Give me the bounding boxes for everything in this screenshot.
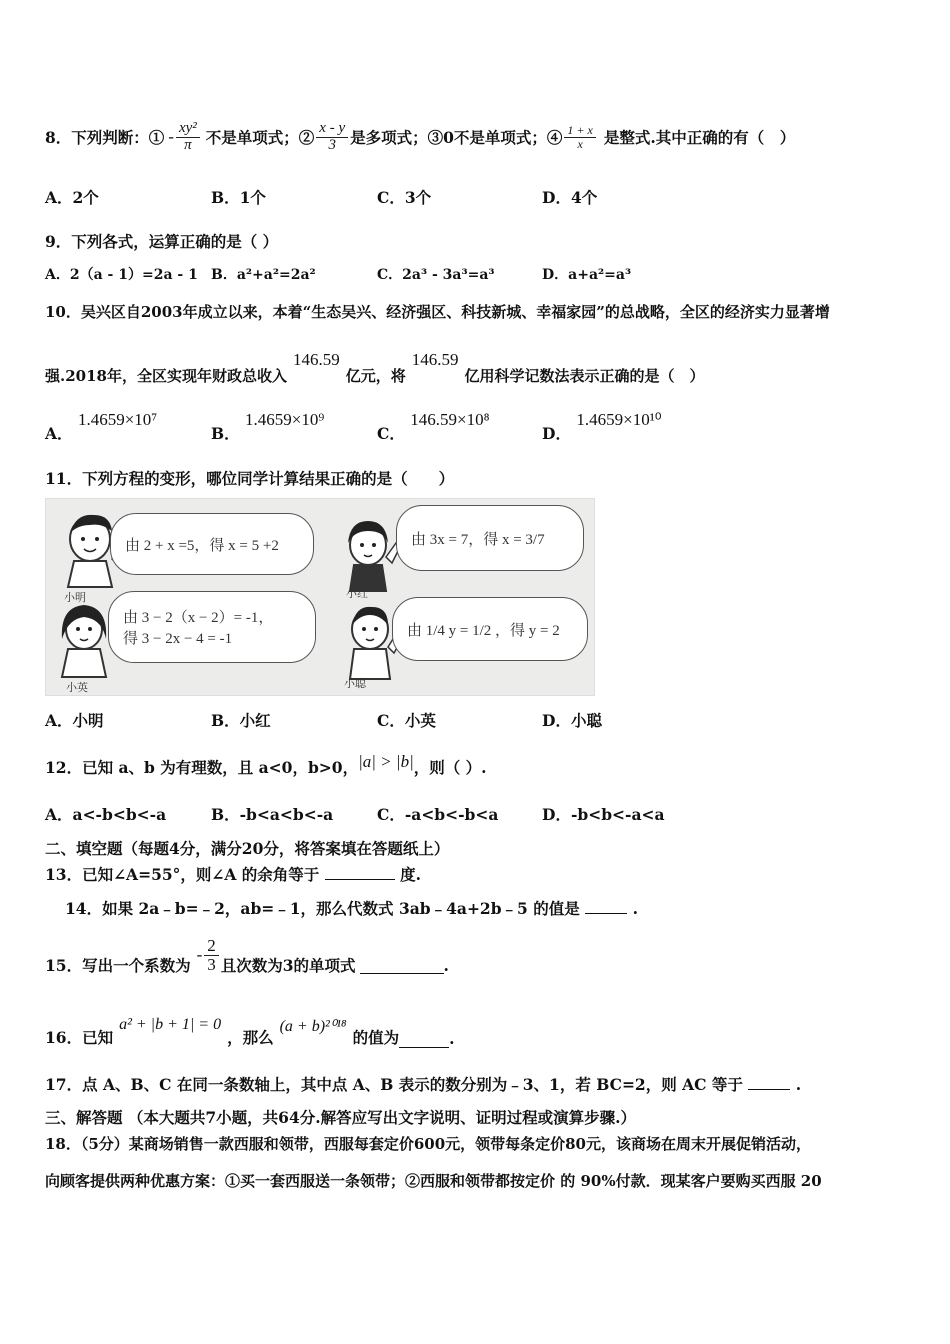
q9-option-a[interactable]: A．2（a - 1）=2a - 1	[45, 267, 198, 283]
question-8	[45, 104, 795, 170]
q8-frac3-num: 1 + x	[564, 124, 595, 138]
q15-frac-num: 2	[204, 937, 219, 956]
q8-frac1-den: π	[184, 136, 192, 153]
q10-option-d[interactable]	[542, 408, 662, 443]
q15-answer-blank[interactable]	[360, 957, 444, 974]
q10-option-c[interactable]	[377, 408, 490, 443]
q11-option-b[interactable]: B．小红	[211, 711, 271, 730]
xiaohong-name: 小红	[346, 587, 368, 600]
xiaocong-bubble: 由 1/4 y = 1/2 ，得 y = 2	[392, 597, 588, 661]
q10-option-a[interactable]	[45, 408, 158, 443]
q15-suffix: .	[443, 955, 449, 975]
q10-value-2: 146.59	[411, 350, 459, 369]
q16-answer-blank[interactable]	[399, 1033, 449, 1048]
xiaohong-bubble: 由 3x = 7，得 x = 3/7	[396, 505, 584, 571]
q8-text1: 不是单项式；②	[205, 128, 315, 147]
q17	[45, 1073, 801, 1095]
q14-suffix: .	[632, 899, 638, 918]
q16	[45, 1012, 455, 1048]
q8-option-c[interactable]: C．3个	[377, 188, 432, 207]
q12-stem	[45, 752, 487, 782]
q14-answer-blank[interactable]	[585, 913, 627, 914]
q8-frac1-num: xy²	[176, 121, 200, 138]
q15-text: 15．写出一个系数为	[45, 956, 191, 975]
q10-option-c-value: 146.59×10⁸	[410, 410, 490, 429]
q15-text-b: 且次数为3的单项式	[220, 956, 356, 975]
q15-fraction	[204, 937, 219, 974]
q8-prefix: 8．下列判断：①	[45, 128, 165, 147]
section-2-heading: 二、填空题（每题4分，满分20分，将答案填在答题纸上）	[45, 839, 450, 858]
q13-answer-blank[interactable]	[325, 879, 395, 880]
q17-suffix: .	[795, 1075, 802, 1094]
q11-option-c[interactable]: C．小英	[377, 711, 436, 730]
q12-option-c[interactable]: C．-a<b<-b<a	[377, 805, 499, 824]
q10-option-b-label: B．	[211, 424, 240, 443]
q8-frac3	[564, 124, 595, 150]
q8-frac3-den: x	[577, 136, 583, 151]
q10-option-d-value: 1.4659×10¹⁰	[576, 410, 662, 429]
xiaoying-bubble-line1: 由 3 − 2（x − 2）= -1，	[123, 610, 274, 626]
q8-frac2-den: 3	[328, 136, 336, 153]
q11-stem: 11．下列方程的变形，哪位同学计算结果正确的是（ ）	[45, 469, 455, 488]
q8-frac1	[176, 121, 200, 154]
q10-option-c-label: C．	[377, 424, 405, 443]
q16-suffix: .	[449, 1029, 455, 1048]
q14	[65, 897, 638, 919]
q8-text2: 是多项式；③0不是单项式；④	[350, 128, 563, 147]
q10-line1: 10．吴兴区自2003年成立以来，本着“生态吴兴、经济强区、科技新城、幸福家园”的总战略，全区的经济实力显著增	[45, 303, 830, 321]
q16-equation: a² + |b + 1| = 0	[119, 1016, 222, 1033]
q15	[45, 930, 449, 980]
q10-text-a: 强.2018年，全区实现年财政总收入	[45, 367, 287, 385]
q8-option-a[interactable]: A．2个	[45, 188, 99, 207]
q9-option-d[interactable]: D．a+a²=a³	[542, 267, 632, 283]
q16-text: 16．已知	[45, 1028, 114, 1047]
q10-option-b-value: 1.4659×10⁹	[245, 410, 325, 429]
q12-option-d[interactable]: D．-b<b<-a<a	[542, 805, 665, 824]
q13-text: 13．已知∠A=55°，则∠A 的余角等于	[45, 865, 320, 884]
q16-text-b: ，那么	[227, 1028, 274, 1047]
xiaoying-bubble	[108, 591, 316, 663]
q10-option-d-label: D．	[542, 424, 571, 443]
q10-option-a-label: A．	[45, 424, 73, 443]
q11-option-a[interactable]: A．小明	[45, 711, 104, 730]
q13-suffix: 度.	[400, 865, 422, 884]
q8-option-b[interactable]: B．1个	[211, 188, 266, 207]
q8-frac1-sign: -	[168, 127, 174, 146]
q8-text3: 是整式.其中正确的有（ ）	[603, 128, 796, 147]
q17-text: 17．点 A、B、C 在同一条数轴上，其中点 A、B 表示的数分别为﹣3、1，若 BC=2，则 AC 等于	[45, 1075, 743, 1094]
q16-expression: (a + b)²⁰¹⁸	[279, 1018, 347, 1035]
xiaoying-bubble-line2: 得 3 − 2x − 4 = -1	[123, 631, 233, 647]
xiaoying-name: 小英	[66, 681, 88, 694]
q8-frac2-num: x - y	[316, 121, 348, 138]
q12-stem-a: 12．已知 a、b 为有理数，且 a<0，b>0，	[45, 758, 359, 777]
q17-answer-blank[interactable]	[748, 1089, 790, 1090]
q14-text: 14．如果 2a﹣b=﹣2，ab=﹣1，那么代数式 3ab﹣4a+2b﹣5 的值是	[65, 899, 580, 918]
q11-option-d[interactable]: D．小聪	[542, 711, 602, 730]
q15-sign: -	[196, 945, 203, 964]
q18-line2: 向顾客提供两种优惠方案：①买一套西服送一条领带；②西服和领带都按定价 的 90%付款．现某客户要购买西服 20	[45, 1172, 822, 1190]
q8-frac2	[316, 121, 348, 154]
xiaocong-name: 小聪	[344, 677, 366, 690]
q13	[45, 863, 421, 885]
q10-option-b[interactable]	[211, 408, 325, 443]
q15-frac-den: 3	[207, 954, 216, 974]
q10-line2	[45, 346, 705, 386]
q9-option-c[interactable]: C．2a³ - 3a³=a³	[377, 267, 495, 283]
q9-stem: 9．下列各式，运算正确的是（ ）	[45, 232, 279, 251]
q10-value-1: 146.59	[292, 350, 340, 369]
q12-stem-b: ，则（ ）.	[413, 758, 487, 777]
q16-text-c: 的值为	[352, 1028, 400, 1047]
section-3-heading: 三、解答题 （本大题共7小题，共64分.解答应写出文字说明、证明过程或演算步骤.）	[45, 1108, 637, 1127]
q11-cartoon-figure	[45, 498, 595, 696]
q12-option-b[interactable]: B．-b<a<b<-a	[211, 805, 334, 824]
q10-text-b: 亿元，将	[345, 367, 406, 385]
xiaoming-bubble: 由 2 + x =5，得 x = 5 +2	[110, 513, 314, 575]
xiaoming-name: 小明	[64, 591, 86, 604]
q9-option-b[interactable]: B．a²+a²=2a²	[211, 267, 316, 283]
q8-option-d[interactable]: D．4个	[542, 188, 598, 207]
q10-option-a-value: 1.4659×10⁷	[77, 410, 158, 429]
q18-line1: 18．（5分）某商场销售一款西服和领带，西服每套定价600元，领带每条定价80元，该商场在周末开展促销活动，	[45, 1135, 812, 1153]
q10-text-c: 亿用科学记数法表示正确的是（ ）	[464, 367, 705, 385]
q12-abs-expr: |a| > |b|	[358, 752, 414, 771]
q12-option-a[interactable]: A．a<-b<b<-a	[45, 805, 167, 824]
